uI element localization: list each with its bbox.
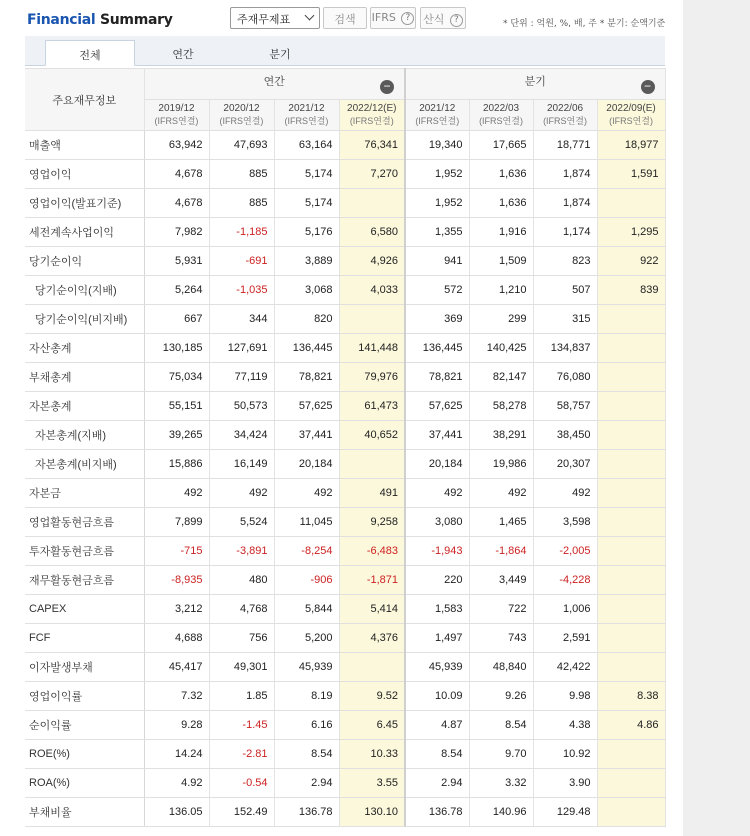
table-cell: 5,931 [144, 247, 209, 276]
chevron-down-icon [305, 11, 315, 21]
table-cell: 127,691 [209, 334, 274, 363]
period-label: 2021/12 [419, 103, 456, 114]
table-cell: 220 [405, 566, 469, 595]
table-cell: 344 [209, 305, 274, 334]
period-header [339, 100, 405, 131]
table-cell: 9.98 [533, 682, 597, 711]
table-cell: 4.86 [597, 711, 665, 740]
table-cell [339, 653, 405, 682]
row-label: 당기순이익(비지배) [25, 305, 144, 334]
table-cell: 315 [533, 305, 597, 334]
table-cell: 1.85 [209, 682, 274, 711]
table-cell: -1.45 [209, 711, 274, 740]
ifrs-note: (IFRS연결) [415, 116, 460, 126]
table-cell: 40,652 [339, 421, 405, 450]
row-label: CAPEX [25, 595, 144, 624]
table-cell [597, 479, 665, 508]
annual-group-label: 연간 [263, 76, 285, 88]
table-row [25, 334, 665, 363]
table-cell: 129.48 [533, 798, 597, 827]
table-cell: 34,424 [209, 421, 274, 450]
row-label: 이자발생부채 [25, 653, 144, 682]
row-label: 자본총계(지배) [25, 421, 144, 450]
table-cell: 134,837 [533, 334, 597, 363]
table-cell: 2.94 [405, 769, 469, 798]
table-cell: 5,524 [209, 508, 274, 537]
annual-group-header [144, 69, 405, 100]
period-header [144, 100, 209, 131]
table-cell: 152.49 [209, 798, 274, 827]
table-row [25, 247, 665, 276]
table-cell: 492 [533, 479, 597, 508]
row-label: 재무활동현금흐름 [25, 566, 144, 595]
table-row [25, 653, 665, 682]
table-cell: 922 [597, 247, 665, 276]
table-cell: 492 [469, 479, 533, 508]
table-cell: 9.28 [144, 711, 209, 740]
table-cell: 3,889 [274, 247, 339, 276]
table-cell: -1,185 [209, 218, 274, 247]
table-cell: 5,844 [274, 595, 339, 624]
table-cell [597, 421, 665, 450]
row-label: 영업이익 [25, 160, 144, 189]
row-label: 자본총계(비지배) [25, 450, 144, 479]
table-cell: -715 [144, 537, 209, 566]
table-cell: 3,598 [533, 508, 597, 537]
table-cell: 78,821 [274, 363, 339, 392]
table-cell: 8.38 [597, 682, 665, 711]
table-cell: 18,771 [533, 131, 597, 160]
table-row [25, 566, 665, 595]
table-cell: 492 [209, 479, 274, 508]
table-cell: 19,986 [469, 450, 533, 479]
table-cell: 17,665 [469, 131, 533, 160]
table-cell: 63,164 [274, 131, 339, 160]
table-cell [597, 305, 665, 334]
table-cell: 55,151 [144, 392, 209, 421]
table-cell: 4,376 [339, 624, 405, 653]
table-cell: 130.10 [339, 798, 405, 827]
table-cell: 1,295 [597, 218, 665, 247]
table-cell: 4,678 [144, 189, 209, 218]
table-cell: -4,228 [533, 566, 597, 595]
table-cell: 5,200 [274, 624, 339, 653]
table-cell: 58,278 [469, 392, 533, 421]
table-cell: 63,942 [144, 131, 209, 160]
table-cell: 480 [209, 566, 274, 595]
row-label: 자본금 [25, 479, 144, 508]
table-cell: 140.96 [469, 798, 533, 827]
financial-table [25, 68, 666, 827]
table-cell: 16,149 [209, 450, 274, 479]
table-cell: 4.92 [144, 769, 209, 798]
table-cell: -0.54 [209, 769, 274, 798]
table-cell: 1,509 [469, 247, 533, 276]
period-label: 2022/03 [482, 103, 520, 114]
table-cell: 75,034 [144, 363, 209, 392]
table-cell: -1,871 [339, 566, 405, 595]
table-cell: 1,874 [533, 189, 597, 218]
help-icon: ? [401, 12, 414, 25]
table-cell: 37,441 [274, 421, 339, 450]
ifrs-note: (IFRS연결) [284, 116, 329, 126]
table-row [25, 479, 665, 508]
table-cell: 57,625 [405, 392, 469, 421]
page-background-strip [683, 0, 750, 836]
table-cell: 667 [144, 305, 209, 334]
table-cell: 3,212 [144, 595, 209, 624]
table-cell: 6,580 [339, 218, 405, 247]
table-cell: 839 [597, 276, 665, 305]
title-summary: Summary [99, 12, 173, 28]
table-cell [597, 566, 665, 595]
period-header [209, 100, 274, 131]
table-cell: 37,441 [405, 421, 469, 450]
table-cell [339, 189, 405, 218]
table-cell: 4.87 [405, 711, 469, 740]
table-cell: 20,307 [533, 450, 597, 479]
table-cell: 19,340 [405, 131, 469, 160]
table-cell: 136.05 [144, 798, 209, 827]
search-button[interactable] [323, 7, 367, 29]
table-cell: 1,952 [405, 189, 469, 218]
table-cell: 8.19 [274, 682, 339, 711]
period-label: 2019/12 [158, 103, 195, 114]
table-cell: 9.26 [469, 682, 533, 711]
table-cell: 79,976 [339, 363, 405, 392]
table-cell: 4,678 [144, 160, 209, 189]
table-cell: -6,483 [339, 537, 405, 566]
table-cell: 15,886 [144, 450, 209, 479]
formula-button-label: 산식 [423, 13, 445, 26]
table-cell: 18,977 [597, 131, 665, 160]
table-cell: 82,147 [469, 363, 533, 392]
table-cell: 78,821 [405, 363, 469, 392]
period-header [405, 100, 469, 131]
table-cell: 4.38 [533, 711, 597, 740]
period-label: 2022/09(E) [606, 103, 656, 114]
ifrs-button-label: IFRS [371, 11, 396, 24]
table-cell: 38,450 [533, 421, 597, 450]
table-cell: 136,445 [405, 334, 469, 363]
table-cell: 743 [469, 624, 533, 653]
table-cell: 4,033 [339, 276, 405, 305]
table-cell: 1,465 [469, 508, 533, 537]
table-cell: 50,573 [209, 392, 274, 421]
table-cell: 722 [469, 595, 533, 624]
table-cell: 572 [405, 276, 469, 305]
table-cell: 3.90 [533, 769, 597, 798]
table-row [25, 189, 665, 218]
table-cell: 7,982 [144, 218, 209, 247]
table-row [25, 595, 665, 624]
table-row [25, 131, 665, 160]
table-cell: -8,935 [144, 566, 209, 595]
table-cell [597, 363, 665, 392]
toolbar [25, 0, 665, 36]
table-cell [597, 537, 665, 566]
row-label: 순이익률 [25, 711, 144, 740]
table-cell: 45,939 [274, 653, 339, 682]
table-cell: 3.55 [339, 769, 405, 798]
table-row [25, 363, 665, 392]
ifrs-note: (IFRS연결) [609, 116, 653, 126]
table-cell: 1,874 [533, 160, 597, 189]
table-cell [597, 595, 665, 624]
row-label: 투자활동현금흐름 [25, 537, 144, 566]
row-label: 영업활동현금흐름 [25, 508, 144, 537]
financial-table-body [25, 131, 665, 827]
search-button-label: 검색 [334, 13, 356, 26]
table-cell: 823 [533, 247, 597, 276]
table-cell: 2.94 [274, 769, 339, 798]
table-cell: 5,414 [339, 595, 405, 624]
table-row [25, 740, 665, 769]
ifrs-note: (IFRS연결) [479, 116, 523, 126]
row-label: 당기순이익 [25, 247, 144, 276]
period-header [597, 100, 665, 131]
table-row [25, 711, 665, 740]
table-row [25, 305, 665, 334]
row-label: 자본총계 [25, 392, 144, 421]
table-cell: 10.09 [405, 682, 469, 711]
collapse-quarter-icon[interactable]: − [641, 80, 655, 94]
table-cell: 1,210 [469, 276, 533, 305]
collapse-annual-icon[interactable]: − [380, 80, 394, 94]
table-cell [339, 305, 405, 334]
statement-type-value: 주재무제표 [237, 13, 291, 26]
table-row [25, 160, 665, 189]
row-label: ROA(%) [25, 769, 144, 798]
table-cell: 57,625 [274, 392, 339, 421]
table-cell: 140,425 [469, 334, 533, 363]
period-tabs [25, 36, 665, 66]
table-cell: 1,006 [533, 595, 597, 624]
table-cell: 9.52 [339, 682, 405, 711]
ifrs-note: (IFRS연결) [154, 116, 199, 126]
table-cell: 885 [209, 160, 274, 189]
table-cell [597, 740, 665, 769]
table-cell [597, 392, 665, 421]
unit-note: * 단위 : 억원, %, 배, 주 * 분기: 순액기준 [503, 19, 666, 29]
financial-summary-panel [25, 0, 665, 836]
table-cell: 2,591 [533, 624, 597, 653]
table-cell: 6.45 [339, 711, 405, 740]
table-cell [597, 508, 665, 537]
table-cell: 10.33 [339, 740, 405, 769]
table-cell: 3,449 [469, 566, 533, 595]
table-cell [597, 624, 665, 653]
table-cell: 1,174 [533, 218, 597, 247]
table-cell: 47,693 [209, 131, 274, 160]
table-cell: 3.32 [469, 769, 533, 798]
table-cell: 299 [469, 305, 533, 334]
table-cell: 136.78 [274, 798, 339, 827]
period-label: 2020/12 [223, 103, 260, 114]
table-row [25, 276, 665, 305]
period-label: 2022/06 [546, 103, 584, 114]
table-cell: -691 [209, 247, 274, 276]
table-cell: 136,445 [274, 334, 339, 363]
table-cell: 3,068 [274, 276, 339, 305]
table-cell: 49,301 [209, 653, 274, 682]
table-cell: 9.70 [469, 740, 533, 769]
table-cell: 14.24 [144, 740, 209, 769]
table-cell: 1,636 [469, 160, 533, 189]
formula-button[interactable] [420, 7, 466, 29]
table-cell: 5,176 [274, 218, 339, 247]
table-row [25, 450, 665, 479]
statement-type-select[interactable] [230, 7, 320, 29]
ifrs-note: (IFRS연결) [219, 116, 264, 126]
table-cell: 4,768 [209, 595, 274, 624]
period-header [533, 100, 597, 131]
table-row [25, 508, 665, 537]
table-cell [597, 653, 665, 682]
table-row [25, 769, 665, 798]
table-cell [339, 450, 405, 479]
table-row [25, 392, 665, 421]
table-cell: -1,943 [405, 537, 469, 566]
table-cell: 136.78 [405, 798, 469, 827]
table-cell: -906 [274, 566, 339, 595]
help-icon: ? [450, 14, 463, 27]
row-label: 당기순이익(지배) [25, 276, 144, 305]
item-column-header: 주요재무정보 [25, 69, 144, 131]
table-cell: 141,448 [339, 334, 405, 363]
table-cell: 48,840 [469, 653, 533, 682]
table-cell [597, 769, 665, 798]
table-row [25, 218, 665, 247]
table-cell: 6.16 [274, 711, 339, 740]
tab-all[interactable]: 전체 [45, 40, 135, 66]
table-cell: 39,265 [144, 421, 209, 450]
table-cell: 941 [405, 247, 469, 276]
table-cell: -2.81 [209, 740, 274, 769]
table-cell: 7.32 [144, 682, 209, 711]
table-cell: -8,254 [274, 537, 339, 566]
table-cell: 38,291 [469, 421, 533, 450]
row-label: FCF [25, 624, 144, 653]
table-cell: 1,916 [469, 218, 533, 247]
table-cell [597, 798, 665, 827]
period-label: 2022/12(E) [347, 103, 397, 114]
table-cell: 76,341 [339, 131, 405, 160]
table-cell: -1,864 [469, 537, 533, 566]
table-cell: 4,688 [144, 624, 209, 653]
row-label: 매출액 [25, 131, 144, 160]
table-cell: -3,891 [209, 537, 274, 566]
table-cell: 8.54 [274, 740, 339, 769]
table-row [25, 537, 665, 566]
table-cell: 1,355 [405, 218, 469, 247]
table-cell: 1,497 [405, 624, 469, 653]
tab-annual[interactable]: 연간 [172, 48, 194, 61]
table-cell: 507 [533, 276, 597, 305]
period-header [274, 100, 339, 131]
table-cell: 7,270 [339, 160, 405, 189]
quarter-group-label: 분기 [524, 76, 546, 88]
table-cell: 8.54 [469, 711, 533, 740]
table-row [25, 624, 665, 653]
ifrs-note: (IFRS연결) [349, 116, 394, 126]
table-cell: -2,005 [533, 537, 597, 566]
table-cell: 77,119 [209, 363, 274, 392]
table-cell: 45,939 [405, 653, 469, 682]
ifrs-note: (IFRS연결) [543, 116, 587, 126]
table-cell: 491 [339, 479, 405, 508]
table-cell: 1,591 [597, 160, 665, 189]
table-cell: 9,258 [339, 508, 405, 537]
table-cell: 61,473 [339, 392, 405, 421]
table-cell: 369 [405, 305, 469, 334]
table-cell: 5,174 [274, 189, 339, 218]
tab-quarterly[interactable]: 분기 [269, 48, 291, 61]
row-label: 영업이익률 [25, 682, 144, 711]
table-cell: 1,952 [405, 160, 469, 189]
table-cell: 5,264 [144, 276, 209, 305]
table-cell: 8.54 [405, 740, 469, 769]
table-cell: 1,583 [405, 595, 469, 624]
table-cell: 756 [209, 624, 274, 653]
row-label: 부채비율 [25, 798, 144, 827]
table-cell: 492 [274, 479, 339, 508]
page-title [27, 12, 173, 28]
row-label: 부채총계 [25, 363, 144, 392]
table-cell: 10.92 [533, 740, 597, 769]
table-cell: 11,045 [274, 508, 339, 537]
table-row [25, 421, 665, 450]
table-row [25, 682, 665, 711]
row-label: 세전계속사업이익 [25, 218, 144, 247]
period-label: 2021/12 [288, 103, 325, 114]
row-label: 영업이익(발표기준) [25, 189, 144, 218]
table-cell: 1,636 [469, 189, 533, 218]
title-financial: Financial [27, 12, 96, 28]
table-cell: 130,185 [144, 334, 209, 363]
table-cell: 58,757 [533, 392, 597, 421]
quarter-group-header [405, 69, 665, 100]
period-header [469, 100, 533, 131]
table-cell: 42,422 [533, 653, 597, 682]
table-cell: 820 [274, 305, 339, 334]
table-cell: 4,926 [339, 247, 405, 276]
table-cell: -1,035 [209, 276, 274, 305]
table-cell: 492 [405, 479, 469, 508]
ifrs-button[interactable] [370, 7, 416, 29]
table-row [25, 798, 665, 827]
row-label: 자산총계 [25, 334, 144, 363]
table-cell [597, 189, 665, 218]
table-cell: 5,174 [274, 160, 339, 189]
row-label: ROE(%) [25, 740, 144, 769]
table-cell: 20,184 [274, 450, 339, 479]
table-cell: 492 [144, 479, 209, 508]
table-cell: 885 [209, 189, 274, 218]
table-cell [597, 334, 665, 363]
table-cell: 76,080 [533, 363, 597, 392]
table-cell: 7,899 [144, 508, 209, 537]
table-cell: 3,080 [405, 508, 469, 537]
table-cell: 45,417 [144, 653, 209, 682]
table-cell: 20,184 [405, 450, 469, 479]
table-cell [597, 450, 665, 479]
